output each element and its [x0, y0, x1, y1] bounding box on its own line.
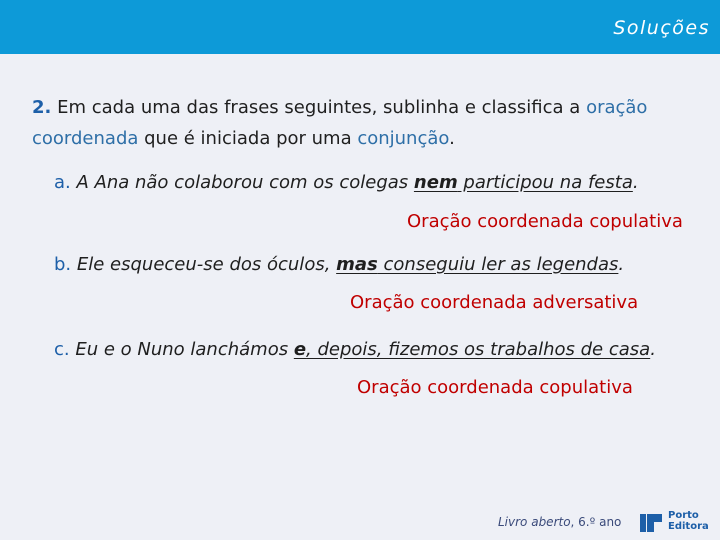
sentence-prefix: A Ana não colaborou com os colegas: [70, 172, 414, 193]
sentence-suffix: .: [632, 172, 639, 193]
publisher-name: [668, 510, 709, 532]
clause-text: , depois, fizemos os trabalhos de casa: [306, 339, 651, 360]
publisher-line-1: Porto: [668, 510, 699, 521]
conjunction: e: [293, 339, 307, 360]
sentence-letter: a.: [54, 172, 71, 193]
answer-b: Oração coordenada adversativa: [350, 292, 639, 313]
sentence-c: [54, 339, 656, 360]
page-title: Soluções: [613, 17, 710, 39]
question-number: 2.: [32, 97, 52, 118]
grade-label: , 6.º ano: [570, 515, 622, 529]
question-text-part-1: Em cada uma das frases seguintes, sublinha e classifica a: [51, 97, 587, 118]
sentence-underlined: [336, 254, 618, 275]
sentence-letter: b.: [54, 254, 72, 275]
question-text-part-3: .: [449, 128, 455, 149]
book-title: Livro aberto: [498, 515, 571, 529]
conjunction: mas: [336, 254, 378, 275]
answer-a: Oração coordenada copulativa: [407, 211, 683, 232]
footer-credit: [498, 515, 621, 529]
publisher-logo: [638, 510, 708, 536]
sentence-underlined: [414, 172, 633, 193]
header-bar: [0, 0, 720, 54]
sentence-prefix: Eu e o Nuno lanchámos: [69, 339, 294, 360]
sentence-suffix: .: [618, 254, 625, 275]
sentence-underlined: [294, 339, 650, 360]
question-highlight-1: oração coordenada: [32, 97, 648, 149]
question-text: [32, 92, 712, 154]
question-text-part-2: que é iniciada por uma: [138, 128, 358, 149]
publisher-line-2: Editora: [668, 521, 709, 532]
sentence-a: [54, 172, 639, 193]
sentence-letter: c.: [54, 339, 70, 360]
clause-text: participou na festa: [457, 172, 633, 193]
conjunction: nem: [413, 172, 458, 193]
clause-text: conseguiu ler as legendas: [377, 254, 619, 275]
publisher-logo-icon: [638, 510, 664, 534]
answer-c: Oração coordenada copulativa: [357, 377, 633, 398]
sentence-suffix: .: [650, 339, 656, 360]
sentence-b: [54, 254, 624, 275]
question-highlight-2: conjunção: [357, 128, 450, 149]
sentence-prefix: Ele esqueceu-se dos óculos,: [71, 254, 337, 275]
